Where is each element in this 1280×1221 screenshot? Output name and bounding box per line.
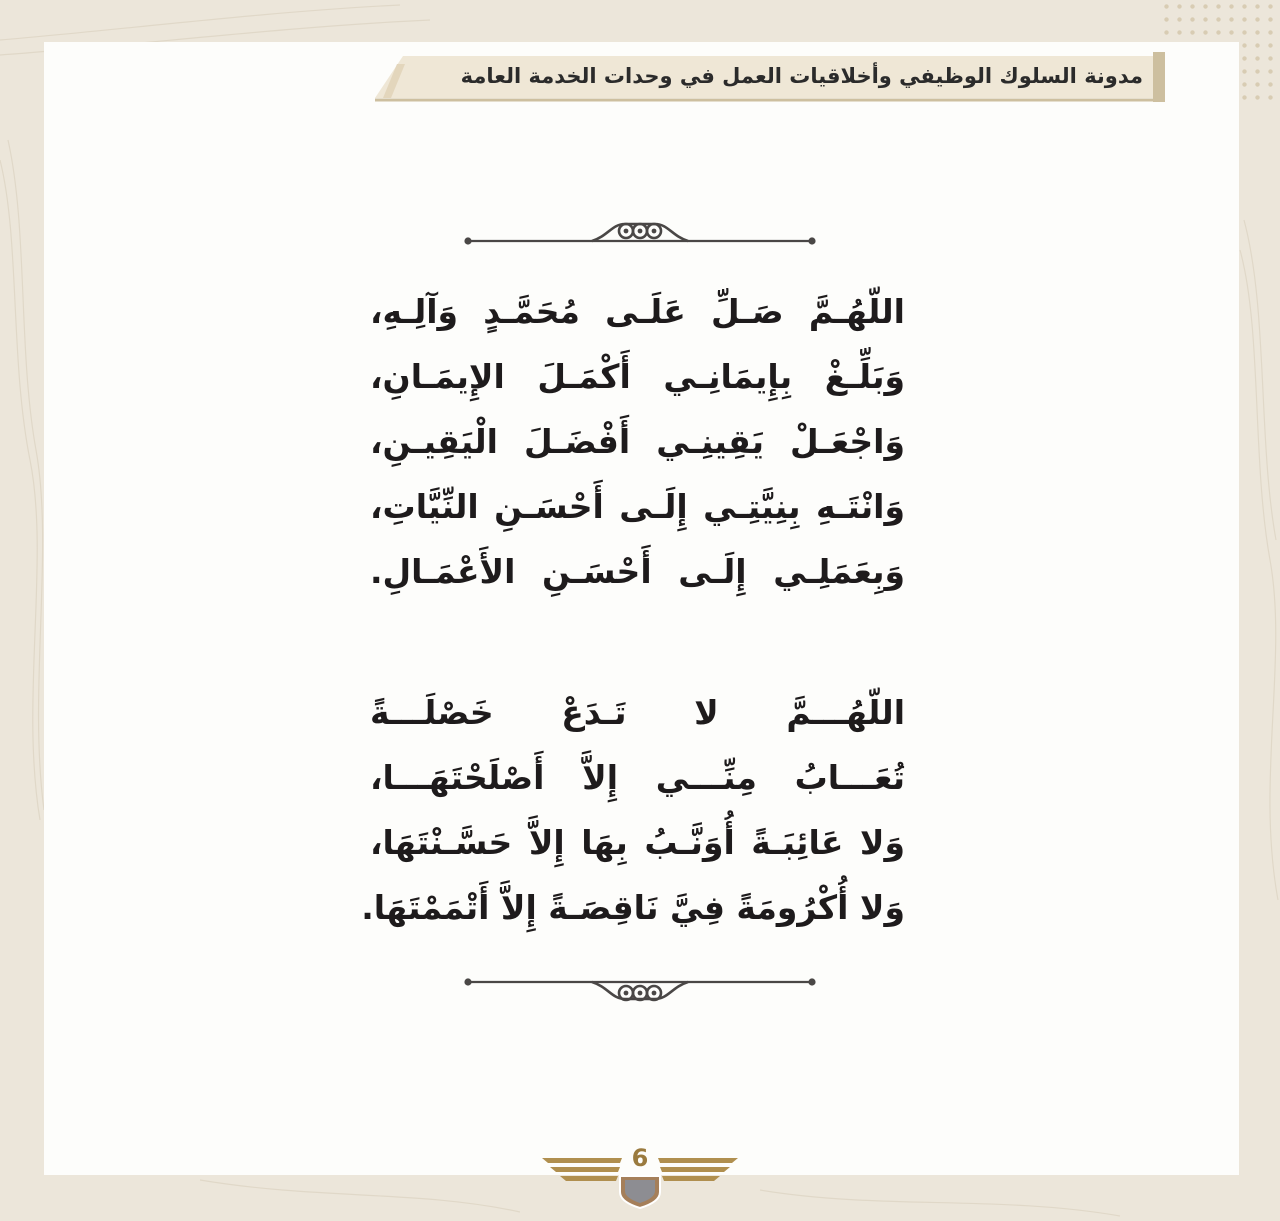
prayer-stanza-2 <box>361 680 905 940</box>
top-ornament-divider <box>460 214 820 254</box>
page-number: 6 <box>631 1144 649 1172</box>
document-title: مدونة السلوك الوظيفي وأخلاقيات العمل في وحدات الخدمة العامة <box>460 64 1143 88</box>
prayer-2-line-4: وَلا أُكْرُومَةً فِيَّ نَاقِصَـةً إِلاَّ أَتْمَمْتَهَا. <box>361 888 905 927</box>
bottom-ornament-divider <box>460 966 820 1006</box>
prayer-1-line-1: اللّهُـمَّ صَـلِّ عَلَـى مُحَمَّـدٍ وَآلِـهِ، <box>370 292 905 331</box>
prayer-1-line-4: وَانْتَـهِ بِنِيَّتِـي إِلَـى أَحْسَـنِ النِّيَّاتِ، <box>370 487 905 526</box>
prayer-1-line-2: وَبَلِّـغْ بِإِيمَانِـي أَكْمَـلَ الإِيمَـانِ، <box>370 357 905 396</box>
prayer-1-line-3: وَاجْعَـلْ يَقِينِـي أَفْضَـلَ الْيَقِيـنِ، <box>370 422 905 461</box>
page-number-badge <box>540 1140 740 1210</box>
prayer-2-line-2: تُعَـــابُ مِنِّـــي إِلاَّ أَصْلَحْتَهَـــا، <box>370 758 905 797</box>
prayer-stanza-1 <box>370 279 905 604</box>
prayer-1-line-5: وَبِعَمَلِـي إِلَـى أَحْسَـنِ الأَعْمَـالِ. <box>370 552 905 591</box>
prayer-2-line-1: اللّهُـــمَّ لا تَـدَعْ خَصْلَـــةً <box>370 693 905 732</box>
prayer-2-line-3: وَلا عَائِبَـةً أُوَنَّـبُ بِهَا إِلاَّ حَسَّـنْتَهَا، <box>370 823 905 862</box>
